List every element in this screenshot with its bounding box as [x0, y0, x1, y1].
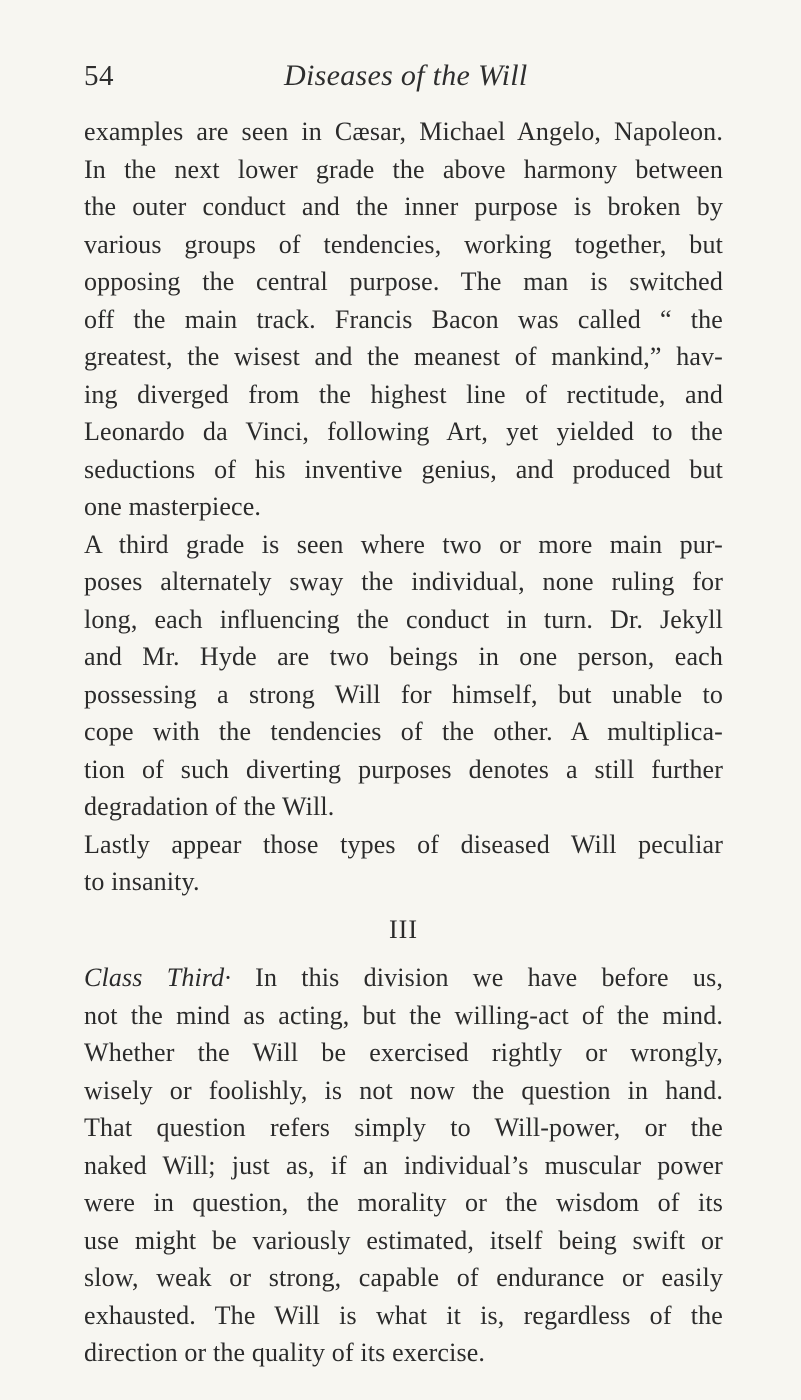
text-line: That question refers simply to Will-power, or the — [84, 1113, 723, 1142]
text-line: wisely or foolishly, is not now the question in hand. — [84, 1075, 723, 1105]
text-line: Whether the Will be exercised rightly or wrongly, — [84, 1038, 723, 1067]
paragraph-2 — [84, 526, 723, 826]
text-line: ing diverged from the highest line of rectitude, and — [84, 379, 723, 409]
text-line: degradation of the Will. — [84, 792, 335, 821]
text-line: were in question, the morality or the wisdom of its — [84, 1188, 723, 1217]
text-line: examples are seen in Cæsar, Michael Angelo, Napoleon. — [84, 117, 723, 146]
text-line: use might be variously estimated, itself being swift or — [84, 1225, 723, 1255]
running-head — [84, 56, 724, 96]
text-line: and Mr. Hyde are two beings in one person, each — [84, 642, 723, 671]
section-number: III — [389, 914, 418, 944]
text-line: poses alternately sway the individual, none ruling for — [84, 567, 723, 596]
paragraph-1 — [84, 113, 723, 526]
text-line: A third grade is seen where two or more main pur- — [84, 529, 723, 559]
text-line: off the main track. Francis Bacon was called “ the — [84, 304, 723, 334]
text-line: one masterpiece. — [84, 492, 262, 521]
text-line: In the next lower grade the above harmony between — [84, 154, 723, 184]
text-line: greatest, the wisest and the meanest of mankind,” hav- — [84, 342, 723, 371]
text-line: exhausted. The Will is what it is, regardless of the — [84, 1300, 723, 1330]
text-line: naked Will; just as, if an individual’s muscular power — [84, 1150, 723, 1180]
paragraph-3 — [84, 826, 723, 901]
class-third-label: Class Third· — [84, 963, 231, 992]
text-line — [84, 959, 723, 997]
text-line: various groups of tendencies, working together, but — [84, 229, 723, 259]
page-number: 54 — [84, 60, 114, 92]
text-line: slow, weak or strong, capable of endurance or easily — [84, 1263, 723, 1292]
text-line: seductions of his inventive genius, and produced but — [84, 454, 723, 484]
text-line: long, each influencing the conduct in turn. Dr. Jekyll — [84, 604, 723, 634]
text-line: tion of such diverting purposes denotes a still further — [84, 754, 723, 784]
text-line: Leonardo da Vinci, following Art, yet yielded to the — [84, 417, 723, 446]
text-line: Lastly appear those types of diseased Will peculiar — [84, 829, 723, 859]
paragraph-4 — [84, 959, 723, 1372]
running-title: Diseases of the Will — [284, 59, 528, 92]
body-text — [84, 113, 723, 1372]
text-line: not the mind as acting, but the willing-act of the mind. — [84, 1000, 723, 1030]
text-line: possessing a strong Will for himself, but unable to — [84, 679, 723, 709]
text-line: direction or the quality of its exercise. — [84, 1338, 486, 1367]
text-line: opposing the central purpose. The man is switched — [84, 267, 723, 296]
text-run: In this division we have before us, — [230, 963, 723, 992]
text-line: the outer conduct and the inner purpose is broken by — [84, 192, 723, 221]
text-line: cope with the tendencies of the other. A multiplica- — [84, 717, 723, 746]
text-line: to insanity. — [84, 867, 200, 896]
